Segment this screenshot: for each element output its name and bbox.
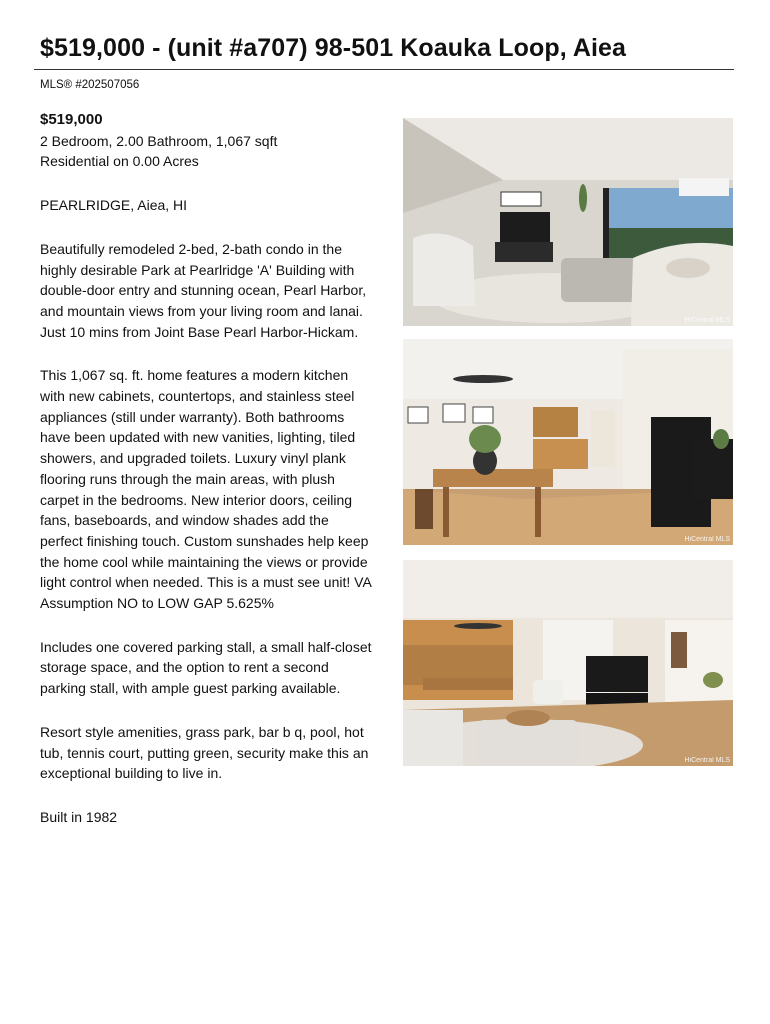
description-paragraph: Resort style amenities, grass park, bar b q, pool, hot tub, tennis court, putting green, security make this an exceptional building to live in.	[40, 723, 369, 782]
photo-watermark: HiCentral MLS	[684, 317, 730, 324]
photo-watermark: HiCentral MLS	[684, 757, 730, 764]
listing-type: Residential on 0.00 Acres	[40, 153, 199, 170]
photo-living-room	[403, 118, 733, 326]
photo-open-living	[403, 560, 733, 766]
photo-dining-kitchen	[403, 339, 733, 545]
listing-details	[40, 110, 372, 828]
listing-location: PEARLRIDGE, Aiea, HI	[40, 197, 188, 214]
description-paragraph: Includes one covered parking stall, a small half-closet storage space, and the option to rent a second parking stall, with ample guest parking available.	[40, 638, 372, 697]
mls-number: MLS® #202507056	[40, 79, 140, 91]
listing-specs: 2 Bedroom, 2.00 Bathroom, 1,067 sqft	[40, 132, 278, 149]
description-paragraph: Beautifully remodeled 2-bed, 2-bath condo in the highly desirable Park at Pearlridge 'A' Building with double-door entry and stunning ocean, Pearl Harbor, and mountain views from your living room and lanai. Just 10 mins from Joint Base Pearl Harbor-Hickam.	[40, 240, 367, 340]
listing-price: $519,000	[40, 111, 103, 128]
page-title: $519,000 - (unit #a707) 98-501 Koauka Loop, Aiea	[40, 34, 627, 62]
built-year: Built in 1982	[40, 808, 118, 825]
photo-watermark: HiCentral MLS	[684, 536, 730, 543]
title-divider	[34, 69, 734, 70]
description-paragraph: This 1,067 sq. ft. home features a modern kitchen with new cabinets, countertops, and stainless steel appliances (still under warranty). Both bathrooms have been updated with new vanities, lighting, tiled showers, and upgraded toilets. Luxury vinyl plank flooring runs through the main areas, with plush carpet in the bedrooms. New interior doors, ceiling fans, baseboards, and window shades add the perfect finishing touch. Custom sunshades help keep the home cool while maintaining the views or provide light control when needed. This is a must see unit! VA Assumption NO to LOW GAP 5.625%	[40, 367, 372, 612]
